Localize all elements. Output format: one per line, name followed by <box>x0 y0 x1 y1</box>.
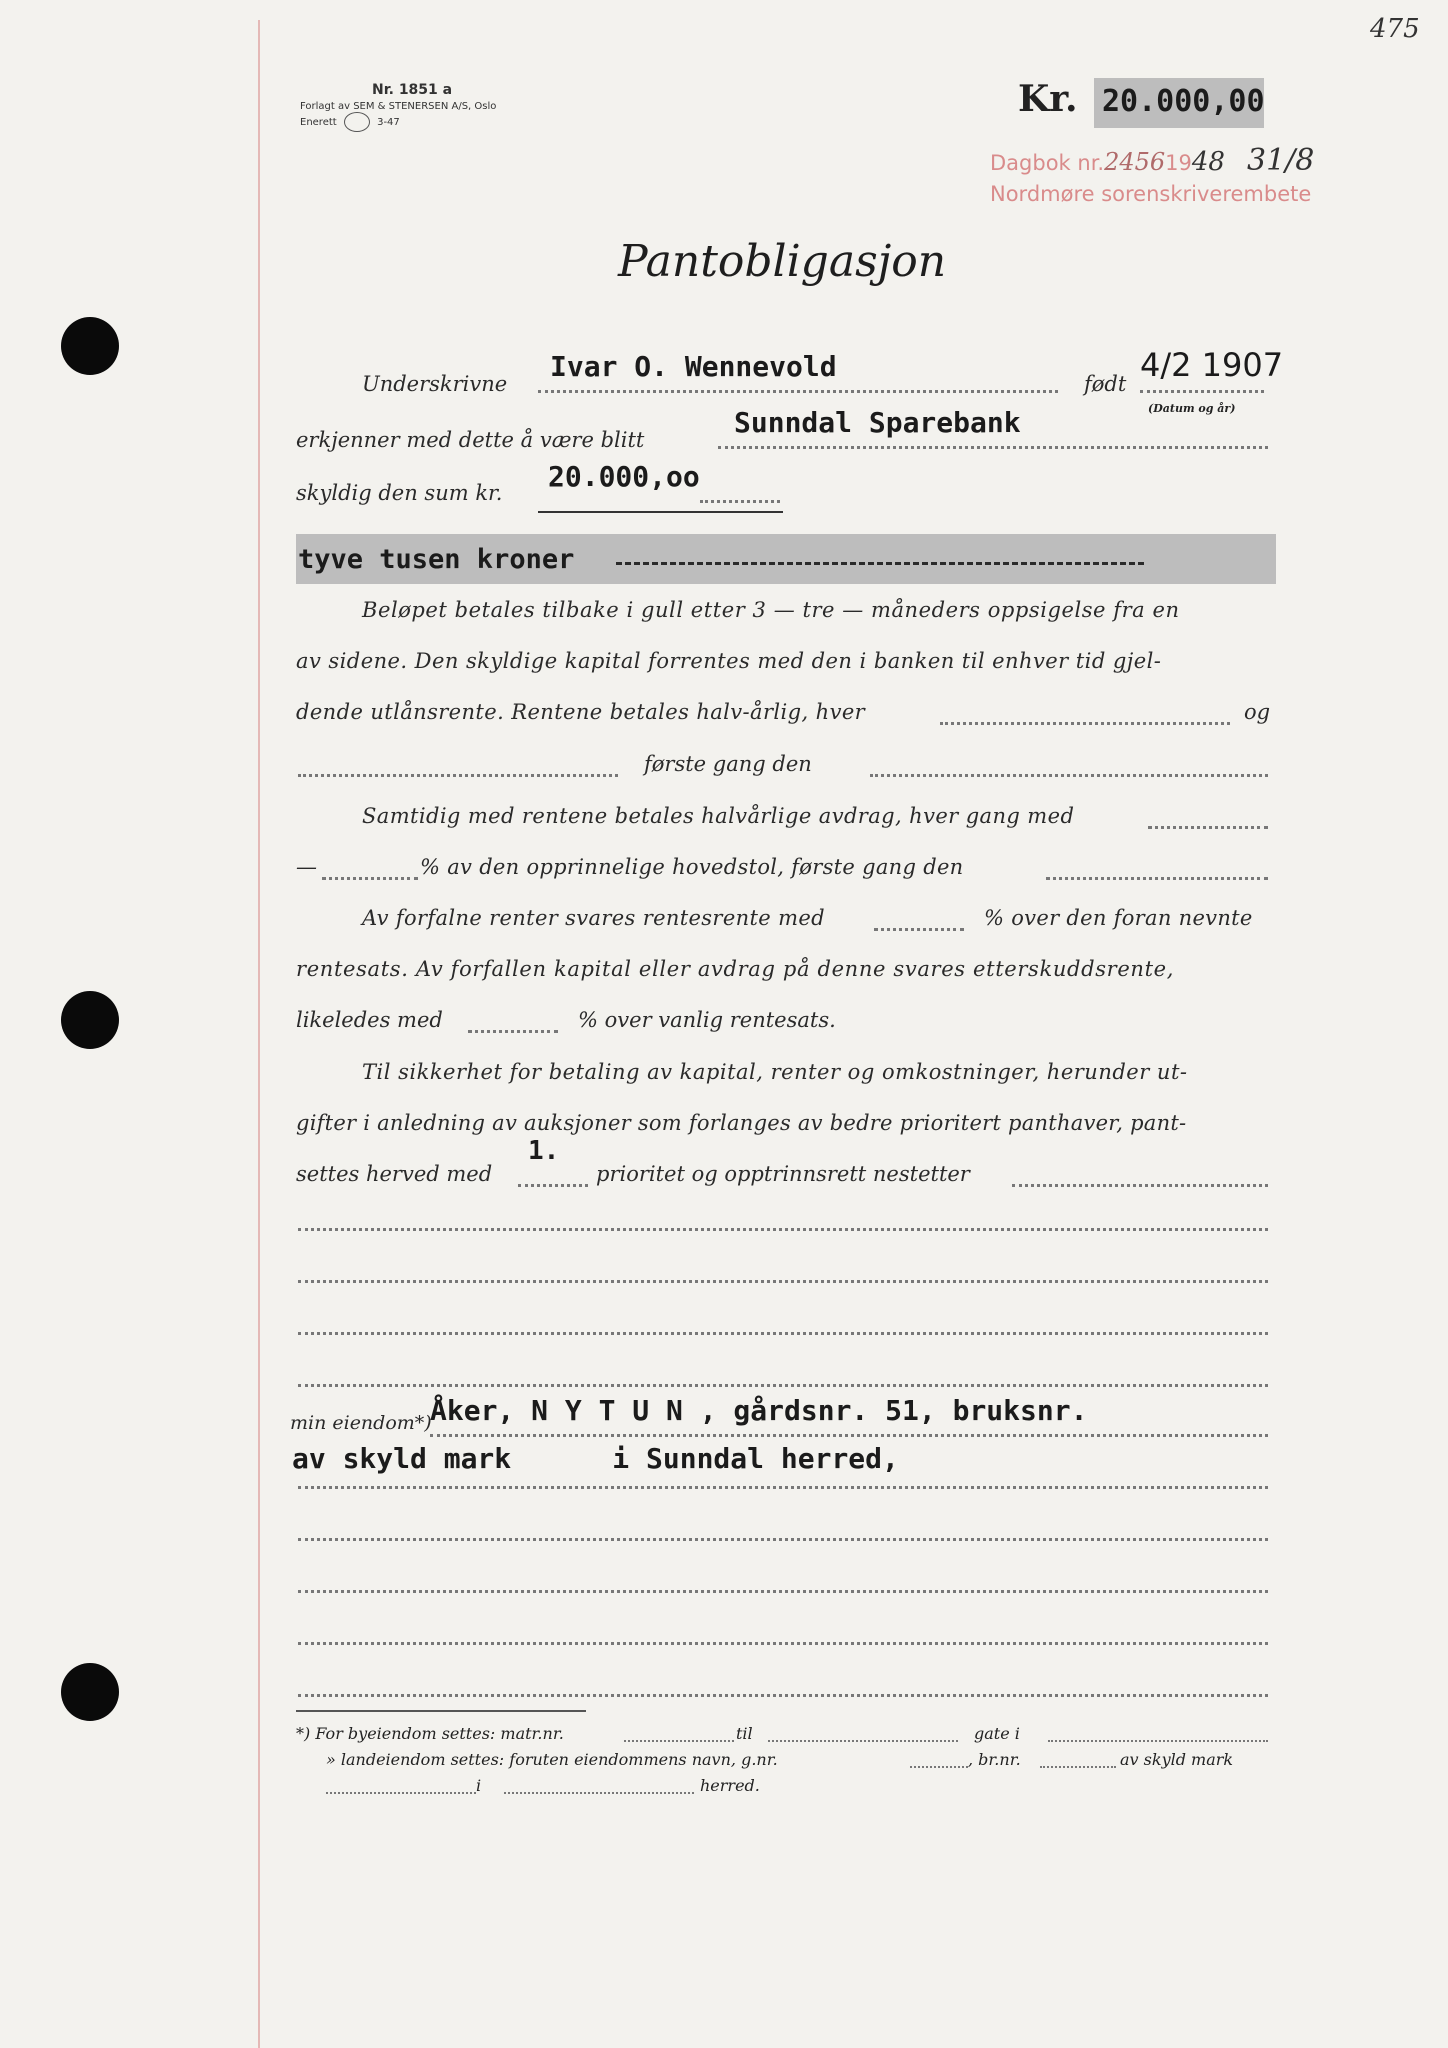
sum-label: skyldig den sum kr. <box>296 481 503 505</box>
property-line2: av skyld mark i Sunndal herred, <box>292 1442 899 1475</box>
stamp-dagbok-label: Dagbok nr. <box>990 151 1105 175</box>
p4-line3-a: settes herved med <box>296 1162 493 1186</box>
p2-line1: Samtidig med rentene betales halvårlige avdrag, hver gang med <box>362 804 1075 828</box>
registration-stamp <box>990 143 1314 206</box>
p1-line4: første gang den <box>644 752 812 776</box>
footnote-rule <box>296 1710 586 1712</box>
undersigned-value: Ivar O. Wennevold <box>550 350 837 383</box>
footnote-line2-b: , br.nr. <box>968 1750 1021 1769</box>
p4-line3-dots-a <box>518 1184 588 1187</box>
creditor-dots <box>718 446 1268 449</box>
p1-line2: av sidene. Den skyldige kapital forrentes med den i banken til enhver tid gjel- <box>296 649 1162 673</box>
born-label: født <box>1084 372 1127 396</box>
punch-hole-middle <box>61 991 119 1049</box>
undersigned-label: Underskrivne <box>362 372 508 396</box>
margin-rule <box>258 20 260 2048</box>
footnote-line3-dots-a <box>326 1792 476 1794</box>
p2-line2-dots-a <box>322 877 418 880</box>
p1-line4-dots-a <box>298 774 618 777</box>
footnote-line3-b: herred. <box>700 1776 760 1795</box>
amount-header <box>1018 78 1077 120</box>
publisher-logo-icon <box>344 112 370 132</box>
footnote-line1-dots-c <box>1048 1740 1268 1742</box>
p1-line1: Beløpet betales tilbake i gull etter 3 — tre — måneders oppsigelse fra en <box>362 598 1180 622</box>
sum-dots <box>700 500 780 503</box>
blank-line-8 <box>298 1694 1268 1697</box>
property-label: min eiendom*) <box>290 1412 432 1434</box>
p3-line1-a: Av forfalne renter svares rentesrente med <box>362 906 825 930</box>
stamp-office: Nordmøre sorenskriverembete <box>990 182 1312 206</box>
sum-underline <box>538 511 783 513</box>
footnote-line2-c: av skyld mark <box>1120 1750 1234 1769</box>
p2-line2-dots-b <box>1046 877 1268 880</box>
footnote-line1-dots-b <box>768 1740 958 1742</box>
document-title: Pantobligasjon <box>618 236 947 287</box>
edition-text: 3-47 <box>377 117 400 128</box>
rights-text: Enerett <box>300 117 337 128</box>
p4-line3-b: prioritet og opptrinnsrett nestetter <box>596 1162 970 1186</box>
punch-hole-bottom <box>61 1663 119 1721</box>
printer-imprint <box>300 82 496 132</box>
p3-line1-b: % over den foran nevnte <box>984 906 1253 930</box>
footnote-line3-a: i <box>476 1776 482 1795</box>
p3-line3-dots <box>468 1030 558 1033</box>
p3-line3-a: likeledes med <box>296 1008 443 1032</box>
sum-value: 20.000,oo <box>548 460 700 493</box>
punch-hole-top <box>61 317 119 375</box>
footnote-line1-b: til <box>736 1724 753 1743</box>
p3-line3-b: % over vanlig rentesats. <box>578 1008 836 1032</box>
p2-line2: % av den opprinnelige hovedstol, første gang den <box>420 855 964 879</box>
p4-priority: 1. <box>528 1136 560 1166</box>
property-dots-2 <box>298 1486 1268 1489</box>
sum-words: tyve tusen kroner <box>298 544 575 575</box>
stamp-date: 31/8 <box>1246 143 1315 178</box>
footnote-line2-a: » landeiendom settes: foruten eiendommens navn, g.nr. <box>326 1750 778 1769</box>
stamp-year-prefix: 19 <box>1165 151 1192 175</box>
amount-header-label: Kr. <box>1018 78 1078 120</box>
creditor-value: Sunndal Sparebank <box>734 406 1021 439</box>
p1-line3: dende utlånsrente. Rentene betales halv-årlig, hver <box>296 700 866 724</box>
born-value: 4/2 1907 <box>1140 346 1284 384</box>
p1-line3-dots <box>940 722 1230 725</box>
stamp-year-suffix: 48 <box>1191 147 1225 177</box>
sum-words-dash <box>616 562 1144 565</box>
p2-line1-dots <box>1148 826 1268 829</box>
stamp-dagbok-number: 2456 <box>1104 148 1166 176</box>
p4-line3-dots-b <box>1012 1184 1268 1187</box>
blank-line-5 <box>298 1538 1268 1541</box>
p2-line2-dash: — <box>296 855 317 879</box>
amount-header-value: 20.000,00 <box>1102 84 1265 119</box>
p1-line3-end: og <box>1244 700 1271 724</box>
p3-line2: rentesats. Av forfallen kapital eller avdrag på denne svares etterskuddsrente, <box>296 957 1175 981</box>
page-number: 475 <box>1370 14 1420 44</box>
publisher-line: Forlagt av SEM & STENERSEN A/S, Oslo <box>300 101 497 112</box>
form-number: Nr. 1851 a <box>372 82 453 98</box>
footnote-line1-a: *) For byeiendom settes: matr.nr. <box>296 1724 564 1743</box>
born-hint: (Datum og år) <box>1148 402 1236 415</box>
blank-line-3 <box>298 1332 1268 1335</box>
undersigned-dots <box>538 390 1058 393</box>
p4-line1: Til sikkerhet for betaling av kapital, renter og omkostninger, herunder ut- <box>362 1060 1188 1084</box>
p3-line1-dots <box>874 928 964 931</box>
blank-line-2 <box>298 1280 1268 1283</box>
creditor-label: erkjenner med dette å være blitt <box>296 428 645 452</box>
blank-line-1 <box>298 1228 1268 1231</box>
rights-row <box>300 112 496 132</box>
footnote-line1-dots-a <box>624 1740 734 1742</box>
blank-line-7 <box>298 1642 1268 1645</box>
born-dots <box>1140 390 1264 393</box>
blank-line-6 <box>298 1590 1268 1593</box>
blank-line-4 <box>298 1384 1268 1387</box>
p1-line4-dots-b <box>870 774 1268 777</box>
footnote-line2-dots-a <box>910 1766 968 1768</box>
footnote-line2-dots-b <box>1040 1766 1116 1768</box>
property-line1: Åker, N Y T U N , gårdsnr. 51, bruksnr. <box>430 1394 1088 1427</box>
property-dots-1 <box>430 1434 1268 1437</box>
footnote-line1-c: gate i <box>974 1724 1020 1743</box>
p4-line2: gifter i anledning av auksjoner som forlanges av bedre prioritert panthaver, pant- <box>296 1111 1187 1135</box>
footnote-line3-dots-b <box>504 1792 694 1794</box>
